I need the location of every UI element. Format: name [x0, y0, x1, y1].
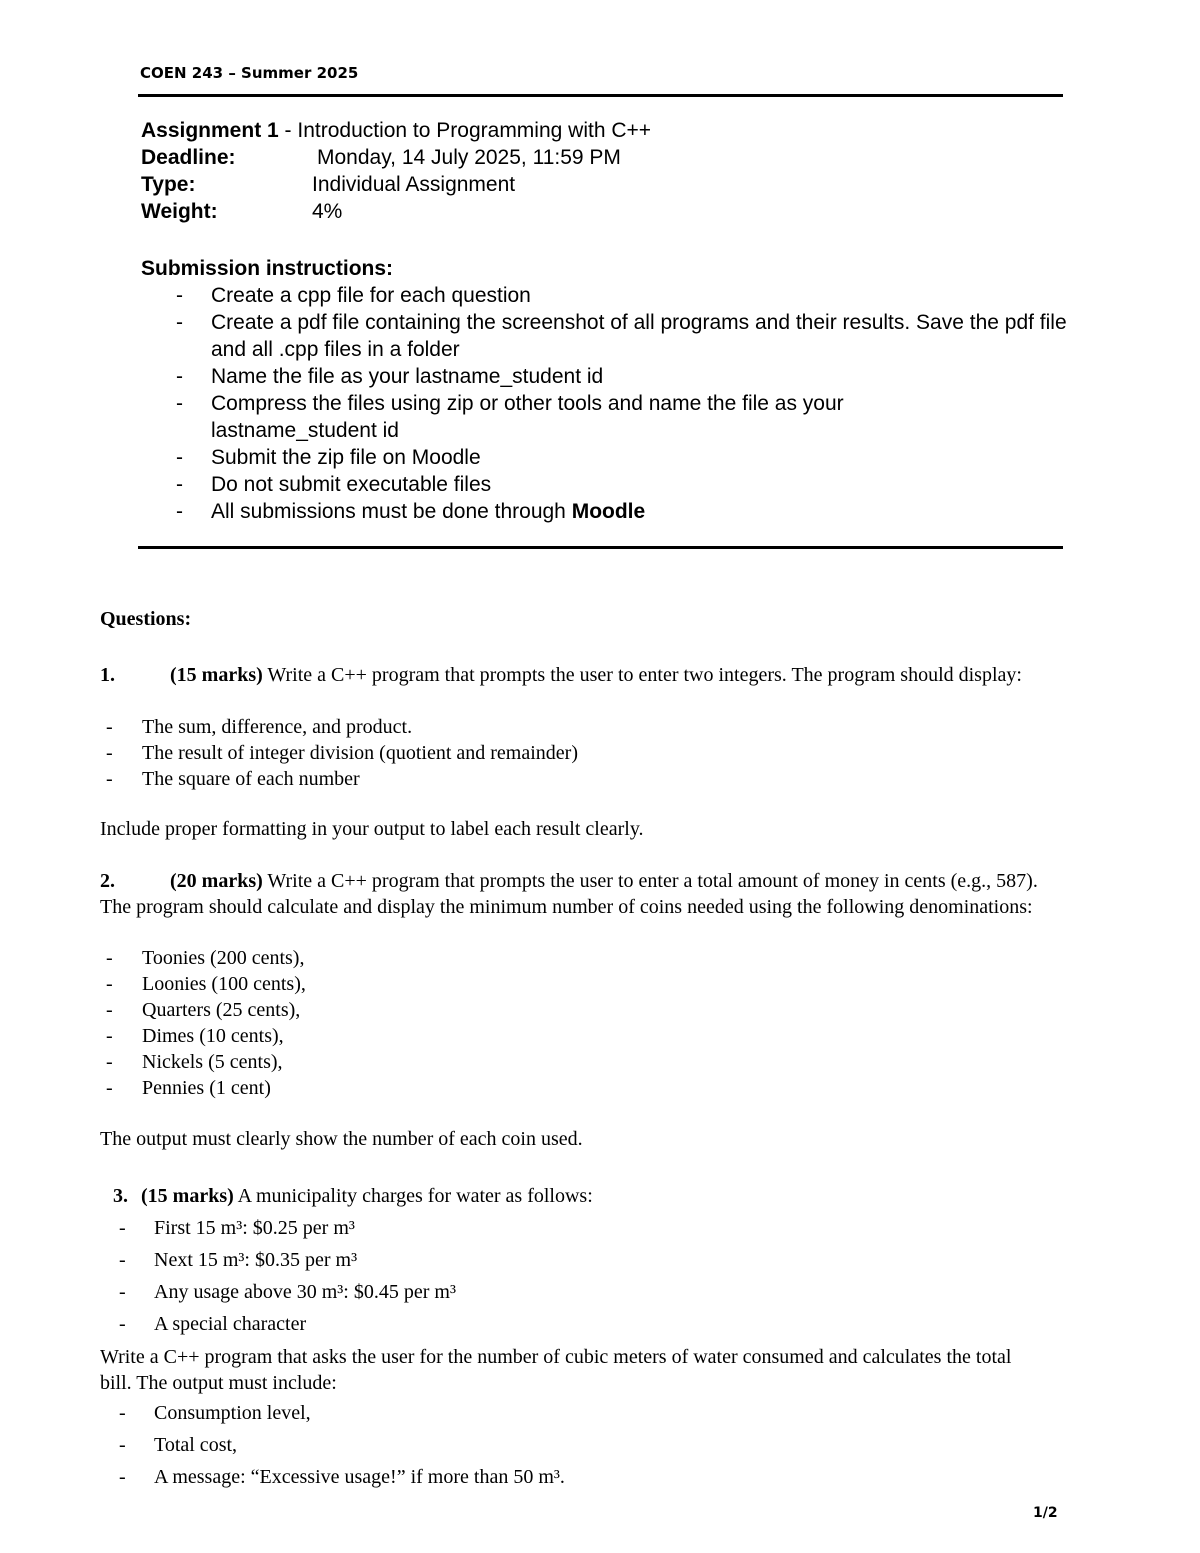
q2-marks: (20 marks)	[170, 870, 263, 892]
submission-title: Submission instructions:	[141, 257, 394, 280]
question-3	[113, 1183, 593, 1209]
q1-note: Include proper formatting in your output to label each result clearly.	[100, 818, 644, 840]
q3-number: 3.	[113, 1185, 128, 1207]
question-2	[100, 868, 1040, 920]
deadline-value: Monday, 14 July 2025, 11:59 PM	[317, 146, 621, 169]
q2-note: The output must clearly show the number of each coin used.	[100, 1128, 583, 1150]
moodle-bold: Moodle	[571, 500, 646, 523]
page-number: 1/2	[1033, 1505, 1058, 1521]
assignment-row	[141, 117, 651, 144]
q2-number: 2.	[100, 870, 115, 892]
q1-text: Write a C++ program that prompts the user to enter two integers. The program should display:	[262, 664, 1022, 686]
question-1	[100, 662, 1040, 688]
deadline-row	[141, 144, 621, 171]
q3-text: A municipality charges for water as follows:	[233, 1185, 593, 1207]
q1-number: 1.	[100, 664, 115, 686]
type-label: Type:	[141, 173, 196, 196]
top-rule	[138, 94, 1063, 97]
course-header: COEN 243 – Summer 2025	[140, 64, 359, 82]
q1-marks: (15 marks)	[170, 664, 263, 686]
deadline-label: Deadline:	[141, 146, 236, 169]
q2-text: Write a C++ program that prompts the user to enter a total amount of money in cents (e.g., 587). The program should calculate and display the minimum number of coins needed using the following denominations:	[100, 870, 1038, 918]
q3-paragraph: Write a C++ program that asks the user for the number of cubic meters of water consumed and calculates the total bill. The output must include:	[100, 1346, 1012, 1394]
bottom-rule	[138, 546, 1063, 549]
assignment-label: Assignment 1	[141, 119, 279, 142]
weight-label: Weight:	[141, 200, 218, 223]
type-value: Individual Assignment	[312, 173, 516, 196]
type-row	[141, 171, 516, 198]
assignment-title: - Introduction to Programming with C++	[278, 119, 652, 142]
q3-marks: (15 marks)	[141, 1185, 234, 1207]
weight-value: 4%	[312, 200, 343, 223]
questions-heading: Questions:	[100, 608, 192, 630]
weight-row	[141, 198, 343, 225]
